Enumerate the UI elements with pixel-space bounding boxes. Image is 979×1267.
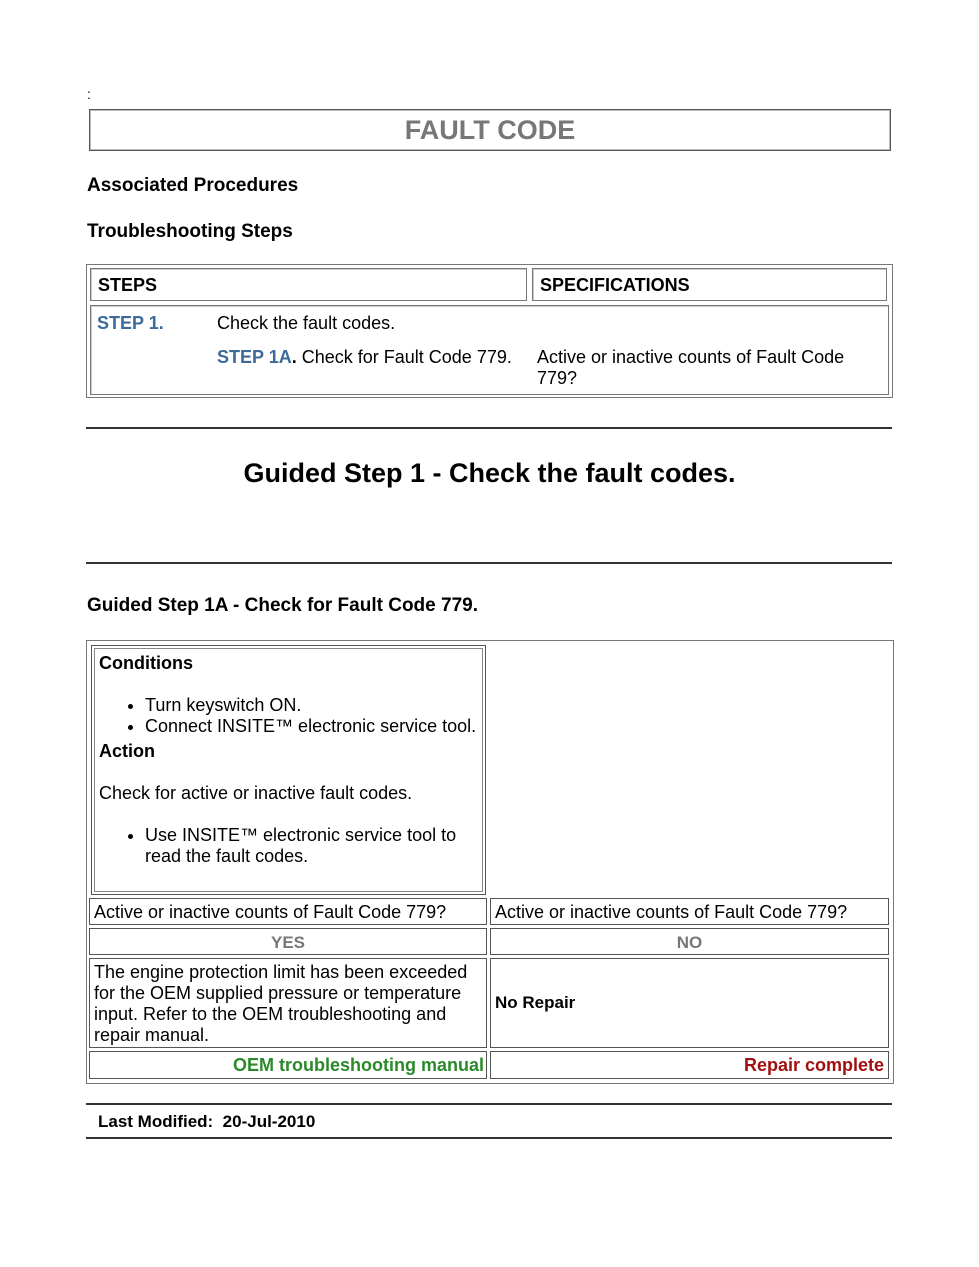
divider [86, 427, 892, 429]
step-1-link[interactable]: STEP 1. [97, 313, 164, 333]
step-1a-text: Check for Fault Code 779. [301, 347, 512, 367]
steps-header: STEPS [90, 268, 527, 301]
page-title: FAULT CODE [89, 109, 891, 151]
divider [86, 1137, 892, 1139]
associated-procedures-heading: Associated Procedures [87, 175, 299, 196]
action-list [99, 825, 479, 867]
question-right: Active or inactive counts of Fault Code 779? [490, 898, 889, 925]
question-left: Active or inactive counts of Fault Code 779? [89, 898, 487, 925]
step-1-text: Check the fault codes. [217, 313, 396, 333]
step-1a-link[interactable]: STEP 1A [217, 347, 292, 367]
step-1a-line [217, 347, 512, 368]
conditions-box [91, 645, 486, 895]
yes-result: The engine protection limit has been exceeded for the OEM supplied pressure or temperature input. Refer to the OEM troubleshooting and repair manual. [89, 958, 487, 1048]
guided-step-1a-title: Guided Step 1A - Check for Fault Code 779. [87, 595, 478, 616]
oem-troubleshooting-link[interactable]: OEM troubleshooting manual [89, 1051, 487, 1079]
repair-complete-link[interactable]: Repair complete [490, 1051, 889, 1079]
step-1a-dot: . [291, 347, 297, 367]
action-text: Check for active or inactive fault codes. [99, 783, 413, 803]
divider [86, 1103, 892, 1105]
divider [86, 562, 892, 564]
action-heading: Action [99, 741, 155, 761]
no-label: NO [490, 928, 889, 955]
specifications-header: SPECIFICATIONS [532, 268, 887, 301]
step-1a-spec [537, 347, 844, 389]
step-1a-spec-line2: 779? [537, 368, 578, 388]
step-1a-spec-line1: Active or inactive counts of Fault Code [537, 347, 845, 367]
last-modified-label: Last Modified: [98, 1112, 214, 1131]
yes-label: YES [89, 928, 487, 955]
guided-step-1-title: Guided Step 1 - Check the fault codes. [243, 458, 736, 488]
conditions-list [99, 695, 479, 737]
troubleshooting-steps-heading: Troubleshooting Steps [87, 221, 293, 242]
list-item: • Turn keyswitch ON. [145, 695, 479, 716]
conditions-heading: Conditions [99, 653, 193, 673]
list-item: • Use INSITE™ electronic service tool to read the fault codes. [145, 825, 479, 867]
no-result: No Repair [490, 958, 889, 1048]
list-item: • Connect INSITE™ electronic service tool. [145, 716, 479, 737]
stray-colon: : [87, 86, 91, 102]
last-modified-date: 20-Jul-2010 [222, 1112, 316, 1131]
last-modified [98, 1112, 315, 1132]
